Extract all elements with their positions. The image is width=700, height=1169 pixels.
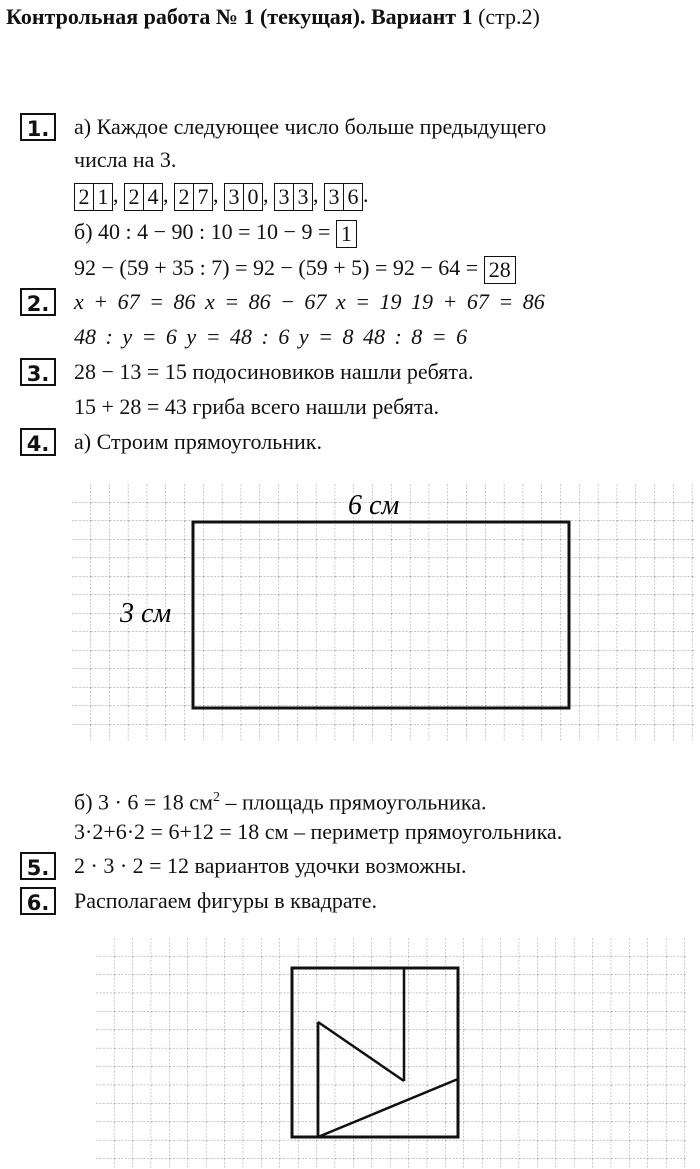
task-4-b-line xyxy=(74,784,486,816)
rectangle-grid xyxy=(72,484,694,742)
task-1-number-sequence: 2 1 , 2 4 , 2 7 , 3 0 , 3 3 , 3 6 . xyxy=(74,181,369,211)
task-4-c-line: 3·2+6·2 = 6+12 = 18 см – периметр прямоугольника. xyxy=(74,819,563,844)
task-1-c-expression: 92 − (59 + 35 : 7) = 92 − (59 + 5) = 92 − 64 = xyxy=(74,255,479,280)
area-text: б) 3 · 6 = 18 см xyxy=(74,789,213,815)
task-4-number: 4. xyxy=(20,428,56,456)
area-exponent: 2 xyxy=(212,790,220,805)
task-1-c-answer: 28 xyxy=(484,256,516,284)
rectangle-width-label: 6 см xyxy=(348,490,400,521)
title-main: Контрольная работа № 1 (текущая). Вариант 1 xyxy=(6,4,473,29)
seq-number-2: 2 4 xyxy=(124,183,163,211)
task-1-c-line xyxy=(74,254,516,284)
task-1-b-answer: 1 xyxy=(336,220,357,248)
task-2-number: 2. xyxy=(20,288,56,316)
task-3-line2: 15 + 28 = 43 гриба всего нашли ребята. xyxy=(74,394,440,419)
task-1-b-expression: б) 40 : 4 − 90 : 10 = 10 − 9 = xyxy=(74,219,331,244)
rectangle-height-label: 3 см xyxy=(120,598,172,629)
title-page: (стр.2) xyxy=(478,4,540,29)
seq-number-5: 3 3 xyxy=(274,183,313,211)
task-1-b-line xyxy=(74,218,357,248)
task-6-line: Располагаем фигуры в квадрате. xyxy=(74,888,378,913)
task-2-line1: x + 67 = 86 x = 86 − 67 x = 19 19 + 67 = 86 xyxy=(74,289,545,314)
seq-number-6: 3 6 xyxy=(324,183,363,211)
task-1-number: 1. xyxy=(20,113,56,141)
task-5-line: 2 · 3 · 2 = 12 вариантов удочки возможны. xyxy=(74,853,467,878)
task-4-a-line: а) Строим прямоугольник. xyxy=(74,429,322,454)
task-2-line2: 48 : y = 6 y = 48 : 6 y = 8 48 : 8 = 6 xyxy=(74,324,468,349)
seq-number-4: 3 0 xyxy=(224,183,263,211)
task-3-number: 3. xyxy=(20,358,56,386)
grid-cells xyxy=(96,938,686,1169)
task-3-line1: 28 − 13 = 15 подосиновиков нашли ребята. xyxy=(74,359,474,384)
seq-number-1: 2 1 xyxy=(74,183,113,211)
task-1-a-line2: числа на 3. xyxy=(74,147,177,172)
task-6-number: 6. xyxy=(20,887,56,915)
task-1-a-line1: а) Каждое следующее число больше предыдущего xyxy=(74,114,547,139)
area-caption: – площадь прямоугольника. xyxy=(219,789,487,815)
square-grid xyxy=(96,938,686,1169)
page-title xyxy=(6,4,540,30)
seq-number-3: 2 7 xyxy=(174,183,213,211)
task-5-number: 5. xyxy=(20,852,56,880)
